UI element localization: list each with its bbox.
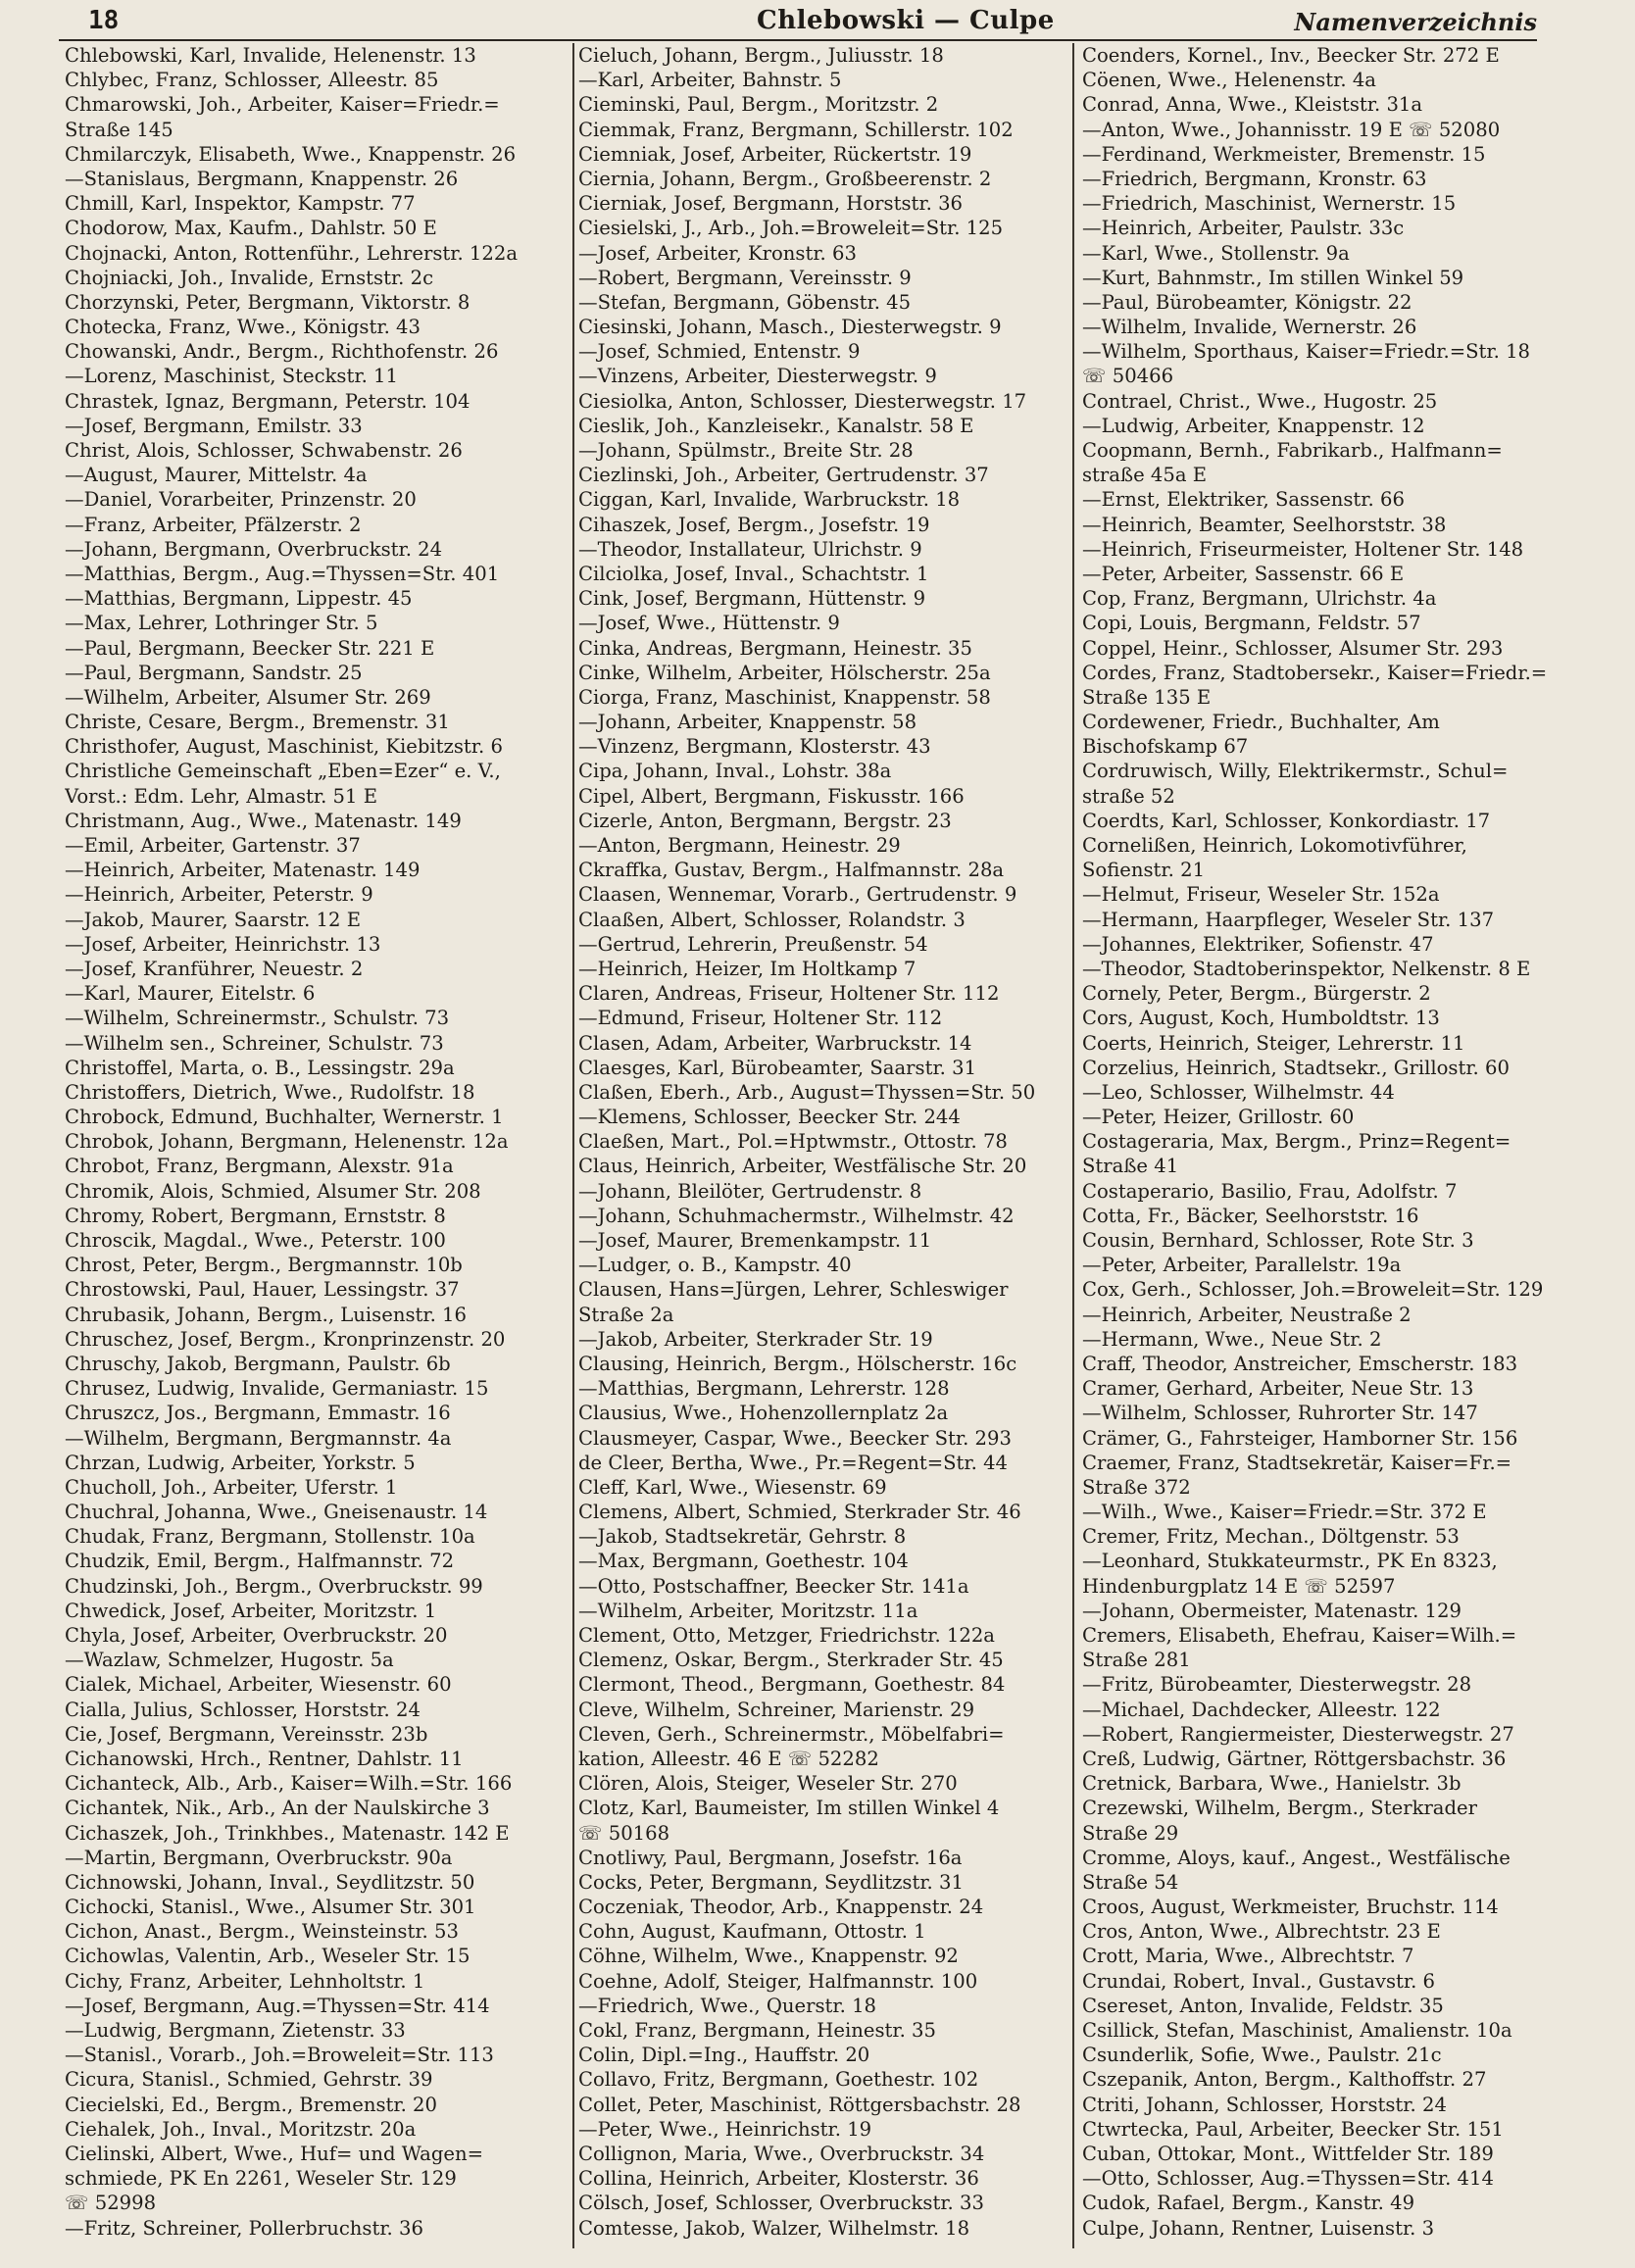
directory-entry-line: —Kurt, Bahnmstr., Im stillen Winkel 59 (1082, 266, 1464, 289)
directory-entry-line: Cuban, Ottokar, Mont., Wittfelder Str. 189 (1082, 2142, 1494, 2165)
directory-entry-line: Contrael, Christ., Wwe., Hugostr. 25 (1082, 389, 1438, 413)
directory-entry-line: schmiede, PK En 2261, Weseler Str. 129 (65, 2167, 457, 2191)
directory-entry-line: Chowanski, Andr., Bergm., Richthofenstr. 26 (65, 340, 499, 364)
directory-entry-line: Collina, Heinrich, Arbeiter, Klosterstr. 36 (578, 2167, 979, 2191)
directory-entry-line: Cohn, August, Kaufmann, Ottostr. 1 (578, 1920, 926, 1944)
directory-entry-line: —Wilhelm sen., Schreiner, Schulstr. 73 (65, 1031, 444, 1055)
directory-entry-line: Chudzik, Emil, Bergm., Halfmannstr. 72 (65, 1550, 455, 1573)
directory-entry-line: Costaperario, Basilio, Frau, Adolfstr. 7 (1082, 1179, 1458, 1203)
directory-entry-line: —Max, Lehrer, Lothringer Str. 5 (65, 612, 378, 635)
directory-entry-line: Chyla, Josef, Arbeiter, Overbruckstr. 20 (65, 1624, 448, 1647)
directory-entry-line: —Paul, Bürobeamter, Königstr. 22 (1082, 290, 1412, 314)
directory-entry-line: Cink, Josef, Bergmann, Hüttenstr. 9 (578, 587, 926, 611)
directory-entry-line: Chotecka, Franz, Wwe., Königstr. 43 (65, 316, 421, 339)
directory-entry-line: Christ, Alois, Schlosser, Schwabenstr. 26 (65, 439, 463, 462)
directory-entry-line: Craemer, Franz, Stadtsekretär, Kaiser=Fr.= (1082, 1451, 1512, 1474)
directory-entry-line: —Heinrich, Heizer, Im Holtkamp 7 (578, 957, 917, 980)
directory-entry-line: —Johann, Spülmstr., Breite Str. 28 (578, 439, 914, 462)
directory-entry-line: —Matthias, Bergmann, Lehrerstr. 128 (578, 1377, 950, 1401)
directory-entry-line: —Vinzenz, Bergmann, Klosterstr. 43 (578, 735, 931, 759)
directory-entry-line: Cotta, Fr., Bäcker, Seelhorststr. 16 (1082, 1204, 1419, 1227)
directory-entry-line: Clemenz, Oskar, Bergm., Sterkrader Str. 45 (578, 1649, 1004, 1672)
directory-entry-line: Cicura, Stanisl., Schmied, Gehrstr. 39 (65, 2068, 433, 2092)
directory-entry-line: Cokl, Franz, Bergmann, Heinestr. 35 (578, 2019, 936, 2042)
directory-entry-line: Chojnacki, Anton, Rottenführ., Lehrerstr. 122a (65, 241, 519, 265)
directory-entry-line: Chodorow, Max, Kaufm., Dahlstr. 50 E (65, 217, 437, 240)
directory-entry-line: —Emil, Arbeiter, Gartenstr. 37 (65, 834, 361, 857)
directory-entry-line: Clausmeyer, Caspar, Wwe., Beecker Str. 293 (578, 1426, 1012, 1450)
directory-entry-line: Cudok, Rafael, Bergm., Kanstr. 49 (1082, 2192, 1415, 2215)
directory-entry-line: Christmann, Aug., Wwe., Matenastr. 149 (65, 809, 462, 832)
directory-entry-line: Ciorga, Franz, Maschinist, Knappenstr. 58 (578, 685, 991, 709)
directory-entry-line: Clermont, Theod., Bergmann, Goethestr. 84 (578, 1673, 1006, 1697)
directory-entry-line: —Matthias, Bergmann, Lippestr. 45 (65, 587, 413, 611)
directory-entry-line: Claaßen, Albert, Schlosser, Rolandstr. 3 (578, 908, 966, 931)
directory-entry-line: Coopmann, Bernh., Fabrikarb., Halfmann= (1082, 439, 1503, 462)
directory-entry-line: Croos, August, Werkmeister, Bruchstr. 114 (1082, 1896, 1499, 1919)
directory-entry-line: Cichy, Franz, Arbeiter, Lehnholtstr. 1 (65, 1969, 425, 1993)
directory-entry-line: Chudak, Franz, Bergmann, Stollenstr. 10a (65, 1525, 475, 1549)
directory-entry-line: kation, Alleestr. 46 E ☏ 52282 (578, 1747, 879, 1770)
directory-entry-line: Cszepanik, Anton, Bergm., Kalthoffstr. 27 (1082, 2068, 1487, 2092)
directory-entry-line: —Wilhelm, Bergmann, Bergmannstr. 4a (65, 1426, 452, 1450)
directory-entry-line: Cizerle, Anton, Bergmann, Bergstr. 23 (578, 809, 952, 832)
directory-entry-line: Chruschy, Jakob, Bergmann, Paulstr. 6b (65, 1352, 451, 1375)
directory-entry-line: Chrost, Peter, Bergm., Bergmannstr. 10b (65, 1254, 463, 1277)
directory-entry-line: Chruszcz, Jos., Bergmann, Emmastr. 16 (65, 1402, 451, 1425)
directory-entry-line: Cordruwisch, Willy, Elektrikermstr., Schul= (1082, 760, 1509, 783)
directory-entry-line: —Jakob, Arbeiter, Sterkrader Str. 19 (578, 1327, 933, 1351)
directory-entry-line: Claren, Andreas, Friseur, Holtener Str. 112 (578, 982, 1000, 1006)
directory-entry-line: Straße 54 (1082, 1870, 1179, 1894)
directory-entry-line: Christliche Gemeinschaft „Eben=Ezer“ e. V., (65, 760, 501, 783)
directory-entry-line: —Johann, Bleilöter, Gertrudenstr. 8 (578, 1179, 922, 1203)
directory-entry-line: Cros, Anton, Wwe., Albrechtstr. 23 E (1082, 1920, 1441, 1944)
directory-entry-line: Claasen, Wennemar, Vorarb., Gertrudenstr. 9 (578, 883, 1017, 907)
directory-entry-line: —Friedrich, Maschinist, Wernerstr. 15 (1082, 192, 1457, 216)
directory-entry-line: Collavo, Fritz, Bergmann, Goethestr. 102 (578, 2068, 979, 2092)
directory-entry-line: Clemens, Albert, Schmied, Sterkrader Str. 46 (578, 1501, 1021, 1524)
directory-entry-line: —Jakob, Stadtsekretär, Gehrstr. 8 (578, 1525, 907, 1549)
section-title: Namenverzeichnis (1294, 8, 1537, 36)
directory-entry-line: Crundai, Robert, Inval., Gustavstr. 6 (1082, 1969, 1436, 1993)
directory-entry-line: —Hermann, Wwe., Neue Str. 2 (1082, 1327, 1382, 1351)
directory-entry-line: —Karl, Arbeiter, Bahnstr. 5 (578, 69, 842, 92)
directory-entry-line: —Jakob, Maurer, Saarstr. 12 E (65, 908, 362, 931)
directory-entry-line: Coerdts, Karl, Schlosser, Konkordiastr. 17 (1082, 809, 1491, 832)
directory-entry-line: Cipel, Albert, Bergmann, Fiskusstr. 166 (578, 784, 965, 808)
directory-entry-line: Cie, Josef, Bergmann, Vereinsstr. 23b (65, 1722, 428, 1746)
directory-entry-line: —Friedrich, Wwe., Querstr. 18 (578, 1994, 877, 2017)
directory-entry-line: Cipa, Johann, Inval., Lohstr. 38a (578, 760, 892, 783)
directory-entry-line: Chuchral, Johanna, Wwe., Gneisenaustr. 14 (65, 1501, 488, 1524)
directory-entry-line: Ckraffka, Gustav, Bergm., Halfmannstr. 28a (578, 859, 1005, 882)
directory-entry-line: Cordewener, Friedr., Buchhalter, Am (1082, 711, 1440, 734)
directory-entry-line: —Theodor, Installateur, Ulrichstr. 9 (578, 537, 922, 561)
directory-entry-line: —Heinrich, Friseurmeister, Holtener Str. 148 (1082, 537, 1524, 561)
directory-entry-line: Claßen, Eberh., Arb., August=Thyssen=Str. 50 (578, 1080, 1036, 1104)
directory-entry-line: —Ernst, Elektriker, Sassenstr. 66 (1082, 488, 1405, 512)
directory-entry-line: ☏ 50466 (1082, 365, 1174, 388)
directory-entry-line: —Karl, Wwe., Stollenstr. 9a (1082, 241, 1350, 265)
directory-column-3 (1072, 43, 1553, 2248)
directory-entry-line: Ciggan, Karl, Invalide, Warbruckstr. 18 (578, 488, 961, 512)
directory-entry-line: Crezewski, Wilhelm, Bergm., Sterkrader (1082, 1797, 1477, 1820)
directory-entry-line: Clausius, Wwe., Hohenzollernplatz 2a (578, 1402, 949, 1425)
directory-entry-line: Cors, August, Koch, Humboldtstr. 13 (1082, 1007, 1440, 1030)
directory-entry-line: Chmarowski, Joh., Arbeiter, Kaiser=Friedr.= (65, 93, 500, 117)
directory-entry-line: Straße 41 (1082, 1155, 1179, 1178)
directory-entry-line: —Johann, Arbeiter, Knappenstr. 58 (578, 711, 917, 734)
directory-entry-line: Cialla, Julius, Schlosser, Horststr. 24 (65, 1698, 421, 1721)
directory-entry-line: Cichantek, Nik., Arb., An der Naulskirche 3 (65, 1797, 490, 1820)
directory-entry-line: Ciehalek, Joh., Inval., Moritzstr. 20a (65, 2117, 417, 2141)
directory-entry-line: Conrad, Anna, Wwe., Kleiststr. 31a (1082, 93, 1423, 117)
directory-entry-line: Chrobock, Edmund, Buchhalter, Wernerstr. 1 (65, 1106, 504, 1129)
page-title: Chlebowski — Culpe (757, 6, 1055, 35)
directory-entry-line: Clören, Alois, Steiger, Weseler Str. 270 (578, 1772, 958, 1796)
directory-entry-line: Ciemmak, Franz, Bergmann, Schillerstr. 102 (578, 118, 1014, 141)
directory-entry-line: Crämer, G., Fahrsteiger, Hamborner Str. 156 (1082, 1426, 1518, 1450)
directory-entry-line: Coehne, Adolf, Steiger, Halfmannstr. 100 (578, 1969, 978, 1993)
directory-entry-line: —Karl, Maurer, Eitelstr. 6 (65, 982, 316, 1006)
directory-entry-line: Clausing, Heinrich, Bergm., Hölscherstr. 16c (578, 1352, 1017, 1375)
directory-entry-line: Clausen, Hans=Jürgen, Lehrer, Schleswiger (578, 1278, 1009, 1302)
directory-entry-line: Chroscik, Magdal., Wwe., Peterstr. 100 (65, 1229, 446, 1252)
directory-entry-line: Sofienstr. 21 (1082, 859, 1206, 882)
directory-entry-line: —Josef, Maurer, Bremenkampstr. 11 (578, 1229, 932, 1252)
directory-entry-line: —Wilh., Wwe., Kaiser=Friedr.=Str. 372 E (1082, 1501, 1487, 1524)
directory-entry-line: Cilciolka, Josef, Inval., Schachtstr. 1 (578, 562, 929, 585)
directory-entry-line: —Josef, Bergmann, Aug.=Thyssen=Str. 414 (65, 1994, 490, 2017)
directory-entry-line: Creß, Ludwig, Gärtner, Röttgersbachstr. 36 (1082, 1747, 1507, 1770)
directory-entry-line: —Leonhard, Stukkateurmstr., PK En 8323, (1082, 1550, 1498, 1573)
directory-entry-line: —Peter, Wwe., Heinrichstr. 19 (578, 2117, 872, 2141)
directory-entry-line: Clasen, Adam, Arbeiter, Warbruckstr. 14 (578, 1031, 972, 1055)
directory-entry-line: Cielinski, Albert, Wwe., Huf= und Wagen= (65, 2142, 484, 2165)
directory-entry-line: Chromy, Robert, Bergmann, Ernststr. 8 (65, 1204, 446, 1227)
directory-entry-line: Cremer, Fritz, Mechan., Döltgenstr. 53 (1082, 1525, 1460, 1549)
directory-entry-line: Hindenburgplatz 14 E ☏ 52597 (1082, 1574, 1396, 1598)
directory-entry-line: Cleven, Gerh., Schreinermstr., Möbelfabri= (578, 1722, 1005, 1746)
directory-entry-line: —Heinrich, Arbeiter, Matenastr. 149 (65, 859, 421, 882)
directory-entry-line: Ctwrtecka, Paul, Arbeiter, Beecker Str. 151 (1082, 2117, 1504, 2141)
directory-entry-line: Csillick, Stefan, Maschinist, Amalienstr. 10a (1082, 2019, 1512, 2042)
directory-column-1 (65, 43, 576, 2248)
directory-entry-line: —Stanislaus, Bergmann, Knappenstr. 26 (65, 167, 459, 190)
directory-entry-line: Chrubasik, Johann, Bergm., Luisenstr. 16 (65, 1303, 467, 1326)
directory-entry-line: Cieslik, Joh., Kanzleisekr., Kanalstr. 58 E (578, 414, 974, 437)
directory-entry-line: —Ludwig, Arbeiter, Knappenstr. 12 (1082, 414, 1425, 437)
directory-entry-line: Copi, Louis, Bergmann, Feldstr. 57 (1082, 612, 1421, 635)
directory-entry-line: Cöhne, Wilhelm, Wwe., Knappenstr. 92 (578, 1945, 959, 1968)
directory-entry-line: —Ludwig, Bergmann, Zietenstr. 33 (65, 2019, 406, 2042)
directory-entry-line: Cichocki, Stanisl., Wwe., Alsumer Str. 301 (65, 1896, 476, 1919)
directory-entry-line: Cretnick, Barbara, Wwe., Hanielstr. 3b (1082, 1772, 1462, 1796)
directory-entry-line: —Stefan, Bergmann, Göbenstr. 45 (578, 290, 912, 314)
directory-entry-line: —Daniel, Vorarbeiter, Prinzenstr. 20 (65, 488, 417, 512)
directory-entry-line: —Wilhelm, Arbeiter, Moritzstr. 11a (578, 1599, 918, 1622)
directory-entry-line: Claus, Heinrich, Arbeiter, Westfälische Str. 20 (578, 1155, 1027, 1178)
directory-entry-line: Craff, Theodor, Anstreicher, Emscherstr. 183 (1082, 1352, 1518, 1375)
directory-entry-line: Chromik, Alois, Schmied, Alsumer Str. 208 (65, 1179, 481, 1203)
directory-entry-line: Cordes, Franz, Stadtobersekr., Kaiser=Friedr.= (1082, 661, 1548, 684)
directory-entry-line: Cornely, Peter, Bergm., Bürgerstr. 2 (1082, 982, 1431, 1006)
directory-entry-line: —Heinrich, Arbeiter, Peterstr. 9 (65, 883, 373, 907)
directory-entry-line: —Vinzens, Arbeiter, Diesterwegstr. 9 (578, 365, 937, 388)
directory-entry-line: —Ferdinand, Werkmeister, Bremenstr. 15 (1082, 142, 1486, 166)
directory-entry-line: —Johann, Obermeister, Matenastr. 129 (1082, 1599, 1462, 1622)
directory-entry-line: Costageraria, Max, Bergm., Prinz=Regent= (1082, 1130, 1511, 1154)
directory-entry-line: Christoffel, Marta, o. B., Lessingstr. 29a (65, 1056, 455, 1079)
directory-entry-line: Straße 281 (1082, 1649, 1191, 1672)
directory-entry-line: Chrostowski, Paul, Hauer, Lessingstr. 37 (65, 1278, 460, 1302)
directory-entry-line: —Anton, Wwe., Johannisstr. 19 E ☏ 52080 (1082, 118, 1501, 141)
directory-entry-line: Chojniacki, Joh., Invalide, Ernststr. 2c (65, 266, 434, 289)
directory-entry-line: Straße 135 E (1082, 685, 1212, 709)
directory-entry-line: Cichowlas, Valentin, Arb., Weseler Str. 15 (65, 1945, 471, 1968)
directory-entry-line: Claeßen, Mart., Pol.=Hptwmstr., Ottostr. 78 (578, 1130, 1008, 1154)
directory-entry-line: Ciesinski, Johann, Masch., Diesterwegstr. 9 (578, 316, 1002, 339)
directory-entry-line: Christe, Cesare, Bergm., Bremenstr. 31 (65, 711, 450, 734)
directory-entry-line: —Theodor, Stadtoberinspektor, Nelkenstr. 8 E (1082, 957, 1531, 980)
directory-entry-line: Claesges, Karl, Bürobeamter, Saarstr. 31 (578, 1056, 977, 1079)
directory-entry-line: —Max, Bergmann, Goethestr. 104 (578, 1550, 909, 1573)
directory-entry-line: —Friedrich, Bergmann, Kronstr. 63 (1082, 167, 1427, 190)
directory-entry-line: Cousin, Bernhard, Schlosser, Rote Str. 3 (1082, 1229, 1474, 1252)
directory-entry-line: Chrobot, Franz, Bergmann, Alexstr. 91a (65, 1155, 454, 1178)
directory-entry-line: Chmill, Karl, Inspektor, Kampstr. 77 (65, 192, 416, 216)
directory-entry-line: Straße 29 (1082, 1821, 1179, 1845)
directory-entry-line: —Johannes, Elektriker, Sofienstr. 47 (1082, 932, 1434, 956)
directory-entry-line: —Wilhelm, Schreinermstr., Schulstr. 73 (65, 1007, 450, 1030)
directory-entry-line: Cinka, Andreas, Bergmann, Heinestr. 35 (578, 636, 972, 660)
directory-entry-line: Cialek, Michael, Arbeiter, Wiesenstr. 60 (65, 1673, 452, 1697)
directory-entry-line: Culpe, Johann, Rentner, Luisenstr. 3 (1082, 2216, 1435, 2240)
directory-entry-line: Cölsch, Josef, Schlosser, Overbruckstr. 33 (578, 2192, 984, 2215)
directory-entry-line: —Paul, Bergmann, Sandstr. 25 (65, 661, 363, 684)
directory-entry-line: —Wilhelm, Sporthaus, Kaiser=Friedr.=Str. 18 (1082, 340, 1531, 364)
directory-entry-line: Chrastek, Ignaz, Bergmann, Peterstr. 104 (65, 389, 471, 413)
directory-entry-line: —Josef, Schmied, Entenstr. 9 (578, 340, 861, 364)
directory-entry-line: Chrusez, Ludwig, Invalide, Germaniastr. 15 (65, 1377, 489, 1401)
directory-entry-line: Coenders, Kornel., Inv., Beecker Str. 272 E (1082, 44, 1500, 67)
directory-entry-line: Corzelius, Heinrich, Stadtsekr., Grillostr. 60 (1082, 1056, 1510, 1079)
directory-entry-line: Cichanteck, Alb., Arb., Kaiser=Wilh.=Str. 166 (65, 1772, 513, 1796)
directory-entry-line: Csereset, Anton, Invalide, Feldstr. 35 (1082, 1994, 1444, 2017)
directory-entry-line: —Peter, Arbeiter, Sassenstr. 66 E (1082, 562, 1405, 585)
directory-entry-line: —Otto, Schlosser, Aug.=Thyssen=Str. 414 (1082, 2167, 1494, 2191)
directory-entry-line: —Fritz, Bürobeamter, Diesterwegstr. 28 (1082, 1673, 1472, 1697)
directory-entry-line: —Wilhelm, Arbeiter, Alsumer Str. 269 (65, 685, 431, 709)
directory-entry-line: —Peter, Heizer, Grillostr. 60 (1082, 1106, 1355, 1129)
directory-entry-line: Ciesielski, J., Arb., Joh.=Broweleit=Str. 125 (578, 217, 1004, 240)
directory-entry-line: Chmilarczyk, Elisabeth, Wwe., Knappenstr. 26 (65, 142, 517, 166)
directory-entry-line: —Wazlaw, Schmelzer, Hugostr. 5a (65, 1649, 394, 1672)
directory-entry-line: Chlebowski, Karl, Invalide, Helenenstr. 13 (65, 44, 476, 67)
directory-entry-line: —Matthias, Bergm., Aug.=Thyssen=Str. 401 (65, 562, 500, 585)
directory-entry-line: —Josef, Wwe., Hüttenstr. 9 (578, 612, 840, 635)
directory-entry-line: Cichnowski, Johann, Inval., Seydlitzstr. 50 (65, 1870, 475, 1894)
directory-entry-line: —Robert, Rangiermeister, Diesterwegstr. 27 (1082, 1722, 1514, 1746)
directory-entry-line: —Martin, Bergmann, Overbruckstr. 90a (65, 1846, 453, 1869)
directory-entry-line: —Fritz, Schreiner, Pollerbruchstr. 36 (65, 2216, 423, 2240)
directory-entry-line: —Klemens, Schlosser, Beecker Str. 244 (578, 1106, 961, 1129)
page-header (59, 4, 1537, 41)
directory-entry-line: —Robert, Bergmann, Vereinsstr. 9 (578, 266, 912, 289)
page-number: 18 (88, 6, 120, 35)
directory-entry-line: —Anton, Bergmann, Heinestr. 29 (578, 834, 901, 857)
directory-entry-line: —Josef, Kranführer, Neuestr. 2 (65, 957, 364, 980)
directory-entry-line: —Josef, Bergmann, Emilstr. 33 (65, 414, 363, 437)
directory-entry-line: —Wilhelm, Schlosser, Ruhrorter Str. 147 (1082, 1402, 1478, 1425)
directory-entry-line: Chudzinski, Joh., Bergm., Overbruckstr. 99 (65, 1574, 483, 1598)
directory-entry-line: —Heinrich, Beamter, Seelhorststr. 38 (1082, 513, 1447, 536)
directory-entry-line: straße 45a E (1082, 464, 1208, 487)
directory-entry-line: —Stanisl., Vorarb., Joh.=Broweleit=Str. 113 (65, 2044, 494, 2067)
directory-entry-line: Cromme, Aloys, kauf., Angest., Westfälische (1082, 1846, 1511, 1869)
directory-entry-line: Coczeniak, Theodor, Arb., Knappenstr. 24 (578, 1896, 984, 1919)
directory-entry-line: —Lorenz, Maschinist, Steckstr. 11 (65, 365, 398, 388)
directory-entry-line: Collignon, Maria, Wwe., Overbruckstr. 34 (578, 2142, 985, 2165)
directory-entry-line: Cinke, Wilhelm, Arbeiter, Hölscherstr. 25a (578, 661, 991, 684)
directory-entry-line: —Paul, Bergmann, Beecker Str. 221 E (65, 636, 435, 660)
directory-entry-line: —Michael, Dachdecker, Alleestr. 122 (1082, 1698, 1441, 1721)
directory-entry-line: Ciezlinski, Joh., Arbeiter, Gertrudenstr. 37 (578, 464, 989, 487)
directory-entry-line: Ciesiolka, Anton, Schlosser, Diesterwegstr. 17 (578, 389, 1027, 413)
directory-entry-line: Cramer, Gerhard, Arbeiter, Neue Str. 13 (1082, 1377, 1474, 1401)
directory-entry-line: —Wilhelm, Invalide, Wernerstr. 26 (1082, 316, 1417, 339)
directory-entry-line: —Franz, Arbeiter, Pfälzerstr. 2 (65, 513, 362, 536)
directory-entry-line: Cichanowski, Hrch., Rentner, Dahlstr. 11 (65, 1747, 464, 1770)
directory-entry-line: straße 52 (1082, 784, 1175, 808)
directory-entry-line: Colin, Dipl.=Ing., Hauffstr. 20 (578, 2044, 870, 2067)
directory-entry-line: Comtesse, Jakob, Walzer, Wilhelmstr. 18 (578, 2216, 970, 2240)
directory-entry-line: Cleff, Karl, Wwe., Wiesenstr. 69 (578, 1475, 887, 1499)
directory-entry-line: Collet, Peter, Maschinist, Röttgersbachstr. 28 (578, 2093, 1021, 2116)
directory-entry-line: Ciecielski, Ed., Bergm., Bremenstr. 20 (65, 2093, 437, 2116)
directory-entry-line: Cieluch, Johann, Bergm., Juliusstr. 18 (578, 44, 944, 67)
directory-entry-line: —Gertrud, Lehrerin, Preußenstr. 54 (578, 932, 928, 956)
directory-entry-line: Christoffers, Dietrich, Wwe., Rudolfstr. 18 (65, 1080, 475, 1104)
directory-entry-line: Bischofskamp 67 (1082, 735, 1249, 759)
directory-entry-line: Cierniak, Josef, Bergmann, Horststr. 36 (578, 192, 963, 216)
directory-entry-line: Cöenen, Wwe., Helenenstr. 4a (1082, 69, 1376, 92)
directory-entry-line: Clotz, Karl, Baumeister, Im stillen Winkel 4 (578, 1797, 1000, 1820)
directory-column-2 (572, 43, 1074, 2248)
directory-entry-line: —Leo, Schlosser, Wilhelmstr. 44 (1082, 1080, 1395, 1104)
directory-entry-line: Straße 2a (578, 1303, 674, 1326)
directory-entry-line: Coppel, Heinr., Schlosser, Alsumer Str. 293 (1082, 636, 1504, 660)
directory-entry-line: —Johann, Bergmann, Overbruckstr. 24 (65, 537, 443, 561)
directory-entry-line: Cox, Gerh., Schlosser, Joh.=Broweleit=Str. 129 (1082, 1278, 1544, 1302)
directory-entry-line: Cihaszek, Josef, Bergm., Josefstr. 19 (578, 513, 930, 536)
directory-entry-line: Ciemniak, Josef, Arbeiter, Rückertstr. 19 (578, 142, 972, 166)
directory-entry-line: Straße 145 (65, 118, 173, 141)
directory-entry-line: Chrzan, Ludwig, Arbeiter, Yorkstr. 5 (65, 1451, 416, 1474)
directory-entry-line: Crott, Maria, Wwe., Albrechtstr. 7 (1082, 1945, 1414, 1968)
directory-entry-line: Cornelißen, Heinrich, Lokomotivführer, (1082, 834, 1467, 857)
directory-entry-line: Cnotliwy, Paul, Bergmann, Josefstr. 16a (578, 1846, 963, 1869)
directory-entry-line: Straße 372 (1082, 1475, 1191, 1499)
directory-entry-line: Chorzynski, Peter, Bergmann, Viktorstr. 8 (65, 290, 471, 314)
directory-entry-line: —Edmund, Friseur, Holtener Str. 112 (578, 1007, 943, 1030)
directory-entry-line: —Josef, Arbeiter, Heinrichstr. 13 (65, 932, 381, 956)
directory-entry-line: —Ludger, o. B., Kampstr. 40 (578, 1254, 852, 1277)
directory-entry-line: Vorst.: Edm. Lehr, Almastr. 51 E (65, 784, 378, 808)
directory-entry-line: —Heinrich, Arbeiter, Neustraße 2 (1082, 1303, 1412, 1326)
directory-entry-line: Cremers, Elisabeth, Ehefrau, Kaiser=Wilh.= (1082, 1624, 1517, 1647)
directory-entry-line: Chlybec, Franz, Schlosser, Alleestr. 85 (65, 69, 439, 92)
directory-entry-line: —Helmut, Friseur, Weseler Str. 152a (1082, 883, 1440, 907)
directory-entry-line: Clement, Otto, Metzger, Friedrichstr. 122a (578, 1624, 995, 1647)
directory-entry-line: Christhofer, August, Maschinist, Kiebitzstr. 6 (65, 735, 503, 759)
directory-entry-line: Chwedick, Josef, Arbeiter, Moritzstr. 1 (65, 1599, 437, 1622)
directory-entry-line: Csunderlik, Sofie, Wwe., Paulstr. 21c (1082, 2044, 1442, 2067)
directory-entry-line: Ciernia, Johann, Bergm., Großbeerenstr. 2 (578, 167, 992, 190)
directory-entry-line: ☏ 52998 (65, 2192, 157, 2215)
directory-entry-line: —Otto, Postschaffner, Beecker Str. 141a (578, 1574, 969, 1598)
directory-entry-line: ☏ 50168 (578, 1821, 670, 1845)
directory-entry-line: —Johann, Schuhmachermstr., Wilhelmstr. 42 (578, 1204, 1015, 1227)
directory-entry-line: —Hermann, Haarpfleger, Weseler Str. 137 (1082, 908, 1495, 931)
directory-entry-line: Chrobok, Johann, Bergmann, Helenenstr. 12a (65, 1130, 509, 1154)
directory-entry-line: Cichon, Anast., Bergm., Weinsteinstr. 53 (65, 1920, 459, 1944)
directory-entry-line: —Peter, Arbeiter, Parallelstr. 19a (1082, 1254, 1402, 1277)
directory-entry-line: Chruschez, Josef, Bergm., Kronprinzenstr. 20 (65, 1327, 506, 1351)
directory-entry-line: —August, Maurer, Mittelstr. 4a (65, 464, 368, 487)
directory-entry-line: de Cleer, Bertha, Wwe., Pr.=Regent=Str. 44 (578, 1451, 1009, 1474)
directory-entry-line: Cieminski, Paul, Bergm., Moritzstr. 2 (578, 93, 939, 117)
directory-entry-line: Cop, Franz, Bergmann, Ulrichstr. 4a (1082, 587, 1437, 611)
directory-entry-line: Chucholl, Joh., Arbeiter, Uferstr. 1 (65, 1475, 398, 1499)
directory-entry-line: Cocks, Peter, Bergmann, Seydlitzstr. 31 (578, 1870, 964, 1894)
directory-entry-line: Ctriti, Johann, Schlosser, Horststr. 24 (1082, 2093, 1447, 2116)
directory-entry-line: Cichaszek, Joh., Trinkhbes., Matenastr. 142 E (65, 1821, 510, 1845)
directory-entry-line: Coerts, Heinrich, Steiger, Lehrerstr. 11 (1082, 1031, 1465, 1055)
directory-entry-line: —Heinrich, Arbeiter, Paulstr. 33c (1082, 217, 1405, 240)
directory-entry-line: Cleve, Wilhelm, Schreiner, Marienstr. 29 (578, 1698, 975, 1721)
directory-entry-line: —Josef, Arbeiter, Kronstr. 63 (578, 241, 857, 265)
